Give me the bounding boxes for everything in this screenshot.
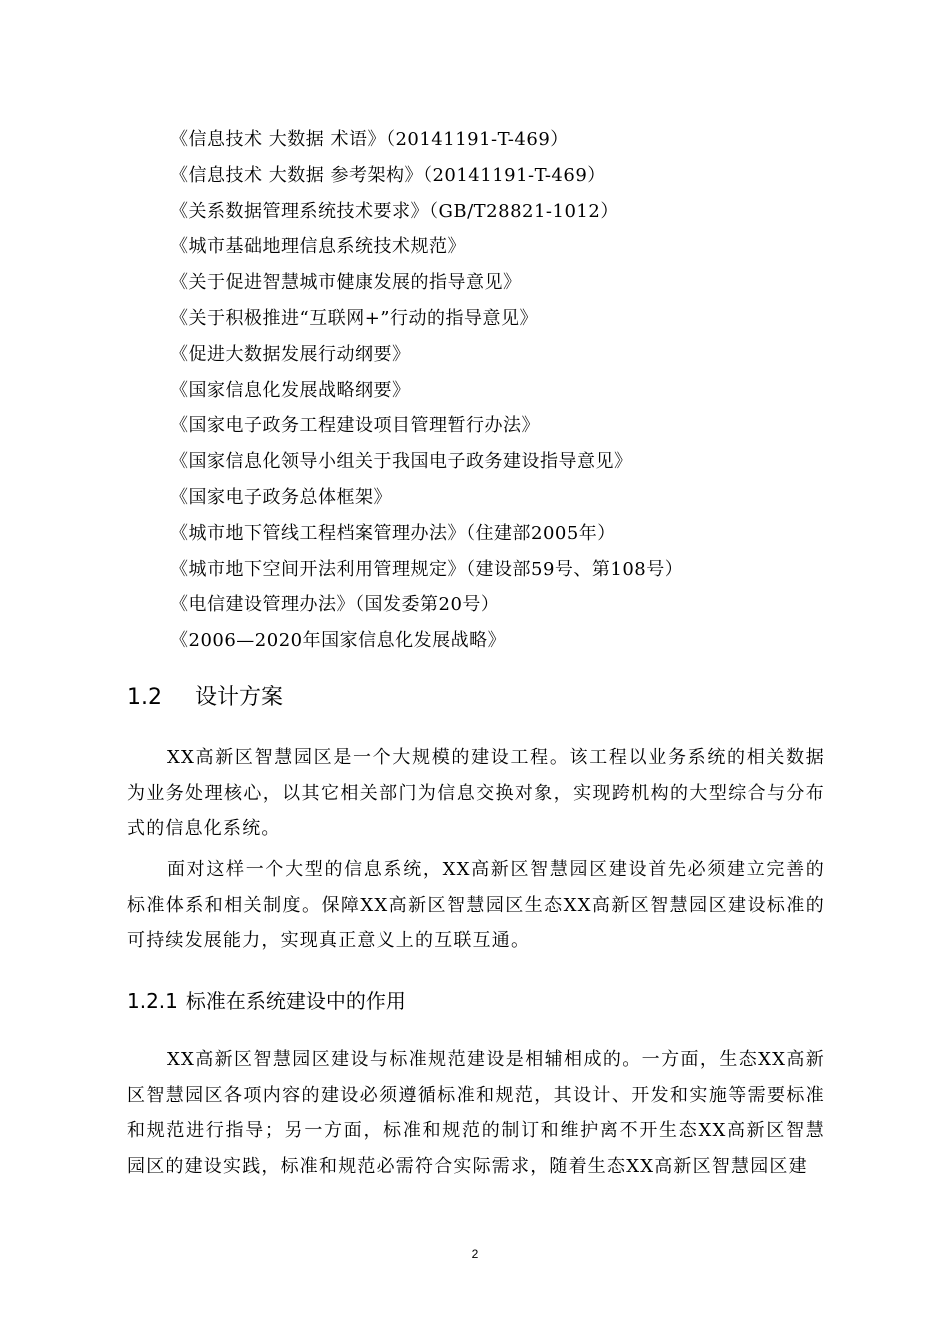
reference-item: 《城市地下管线工程档案管理办法》（住建部2005年） bbox=[170, 522, 616, 544]
reference-item: 《信息技术 大数据 参考架构》（20141191-T-469） bbox=[170, 164, 606, 186]
section-heading-1-2 bbox=[127, 680, 283, 716]
body-paragraph: XX高新区智慧园区是一个大规模的建设工程。该工程以业务系统的相关数据为业务处理核心，以其它相关部门为信息交换对象，实现跨机构的大型综合与分布式的信息化系统。 bbox=[127, 747, 825, 839]
section-number: 1.2.1 bbox=[127, 989, 178, 1013]
reference-item: 《国家电子政务工程建设项目管理暂行办法》 bbox=[170, 415, 540, 437]
reference-item: 《促进大数据发展行动纲要》 bbox=[170, 343, 411, 365]
reference-list bbox=[170, 122, 830, 659]
section-title: 标准在系统建设中的作用 bbox=[185, 989, 406, 1013]
reference-item: 《国家信息化发展战略纲要》 bbox=[170, 379, 411, 401]
reference-item: 《2006—2020年国家信息化发展战略》 bbox=[170, 630, 507, 652]
body-paragraph: XX高新区智慧园区建设与标准规范建设是相辅相成的。一方面，生态XX高新区智慧园区各项内容的建设必须遵循标准和规范，其设计、开发和实施等需要标准和规范进行指导；另一方面，标准和规范的制订和维护离不开生态XX高新区智慧园区的建设实践，标准和规范必需符合实际需求，随着生态XX高新区智慧园区建 bbox=[127, 1049, 825, 1177]
body-paragraph: 面对这样一个大型的信息系统，XX高新区智慧园区建设首先必须建立完善的标准体系和相关制度。保障XX高新区智慧园区生态XX高新区智慧园区建设标准的可持续发展能力，实现真正意义上的互联互通。 bbox=[127, 859, 825, 951]
reference-item: 《关系数据管理系统技术要求》（GB/T28821-1012） bbox=[170, 200, 619, 222]
reference-item: 《信息技术 大数据 术语》（20141191-T-469） bbox=[170, 129, 569, 150]
reference-item: 《关于积极推进“互联网+”行动的指导意见》 bbox=[170, 307, 538, 329]
reference-item: 《国家电子政务总体框架》 bbox=[170, 486, 392, 508]
reference-item: 《国家信息化领导小组关于我国电子政务建设指导意见》 bbox=[170, 451, 633, 473]
reference-item: 《关于促进智慧城市健康发展的指导意见》 bbox=[170, 272, 522, 294]
section-number: 1.2 bbox=[127, 685, 162, 710]
reference-item: 《城市地下空间开法利用管理规定》（建设部59号、第108号） bbox=[170, 558, 684, 580]
reference-item: 《电信建设管理办法》（国发委第20号） bbox=[170, 594, 500, 616]
section-heading-1-2-1 bbox=[127, 984, 406, 1018]
page-number: 2 bbox=[471, 1247, 479, 1261]
section-title: 设计方案 bbox=[195, 685, 284, 710]
reference-item: 《城市基础地理信息系统技术规范》 bbox=[170, 236, 466, 258]
